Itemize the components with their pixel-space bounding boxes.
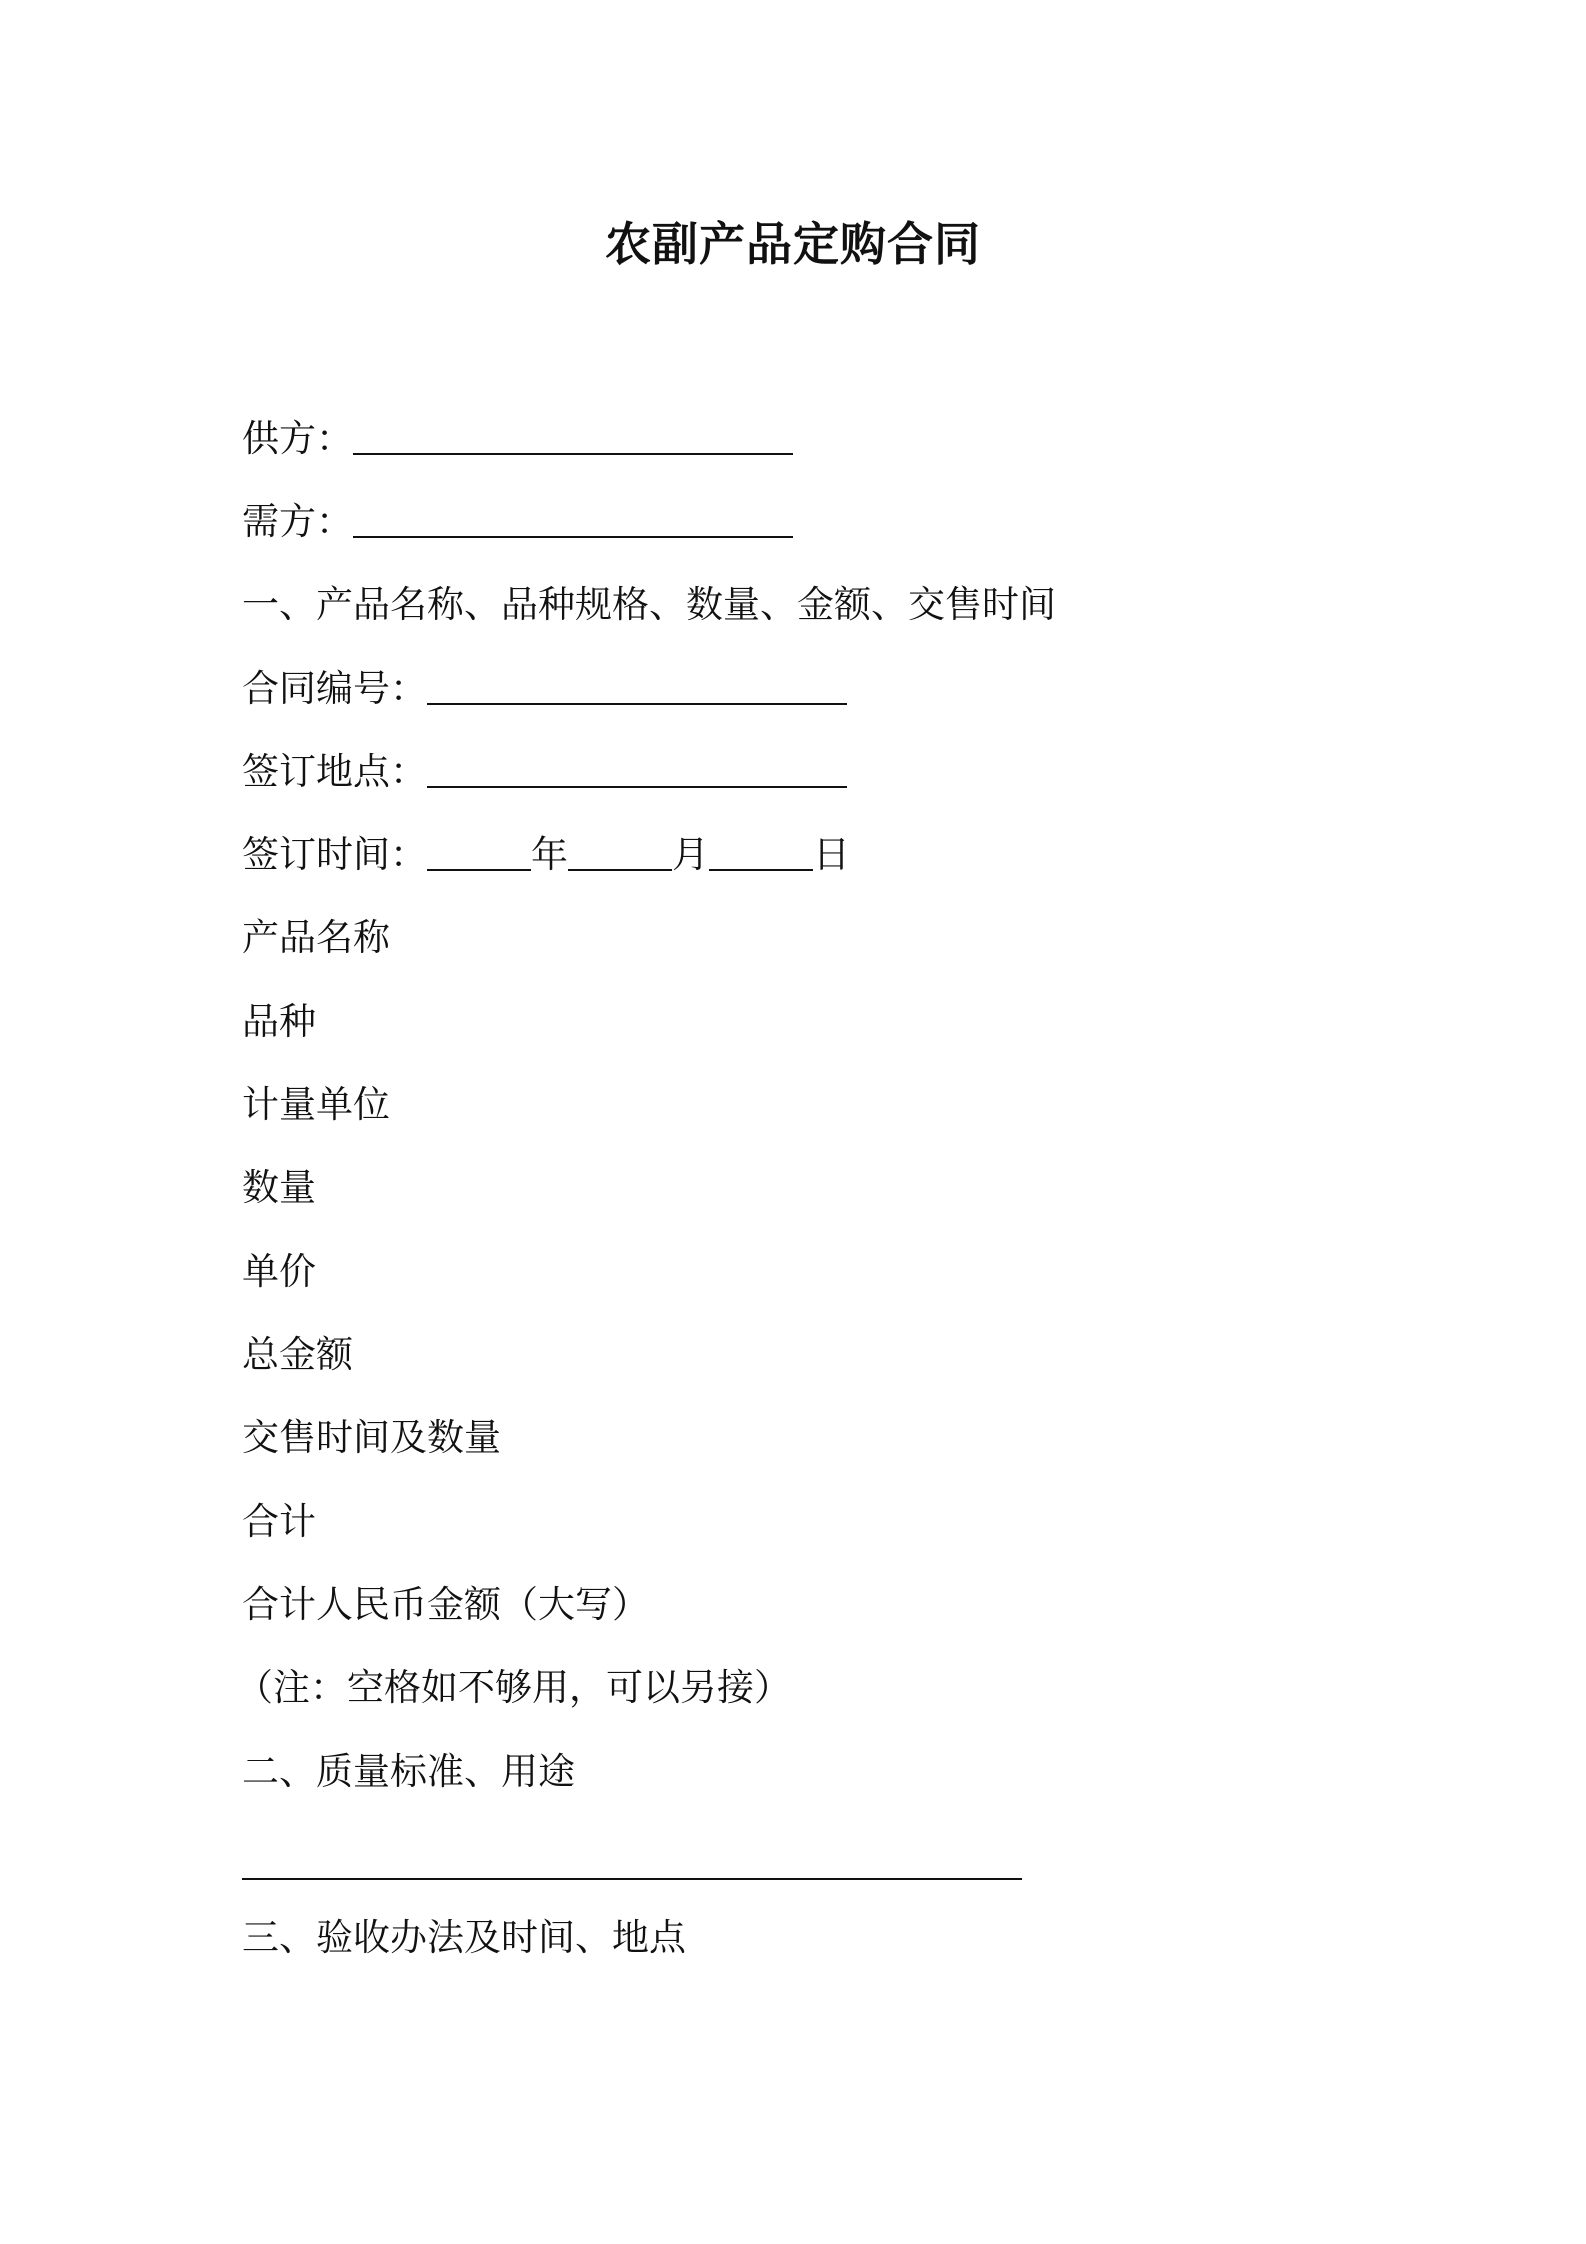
sign-time-line: [242, 830, 850, 880]
field-variety: 品种: [242, 1000, 316, 1043]
contract-no-label: 合同编号：: [242, 667, 427, 710]
field-delivery-time-qty: 交售时间及数量: [242, 1416, 501, 1459]
sign-place-label: 签订地点：: [242, 750, 427, 793]
year-blank[interactable]: [427, 833, 531, 871]
supplier-line: [242, 414, 793, 464]
month-blank[interactable]: [568, 833, 672, 871]
contract-no-line: [242, 664, 847, 714]
sign-place-blank[interactable]: [427, 750, 847, 788]
buyer-blank[interactable]: [353, 500, 793, 538]
sign-place-line: [242, 747, 847, 797]
day-blank[interactable]: [709, 833, 813, 871]
buyer-line: [242, 497, 793, 547]
note-text: （注：空格如不够用，可以另接）: [236, 1666, 791, 1709]
month-char: 月: [672, 833, 709, 876]
supplier-blank[interactable]: [353, 417, 793, 455]
document-title: 农副产品定购合同: [605, 217, 981, 271]
year-char: 年: [531, 833, 568, 876]
supplier-label: 供方：: [242, 417, 353, 460]
field-total-amount: 总金额: [242, 1333, 353, 1376]
sign-time-label: 签订时间：: [242, 833, 427, 876]
buyer-label: 需方：: [242, 500, 353, 543]
section-1-heading: 一、产品名称、品种规格、数量、金额、交售时间: [242, 583, 1056, 626]
section-3-heading: 三、验收办法及时间、地点: [242, 1916, 686, 1959]
field-total-rmb: 合计人民币金额（大写）: [242, 1583, 649, 1626]
field-quantity: 数量: [242, 1166, 316, 1209]
contract-no-blank[interactable]: [427, 667, 847, 705]
section-2-heading: 二、质量标准、用途: [242, 1750, 575, 1793]
day-char: 日: [813, 833, 850, 876]
field-product-name: 产品名称: [242, 916, 390, 959]
section-2-blank-line[interactable]: [242, 1878, 1022, 1880]
field-total: 合计: [242, 1500, 316, 1543]
field-unit: 计量单位: [242, 1083, 390, 1126]
field-unit-price: 单价: [242, 1250, 316, 1293]
